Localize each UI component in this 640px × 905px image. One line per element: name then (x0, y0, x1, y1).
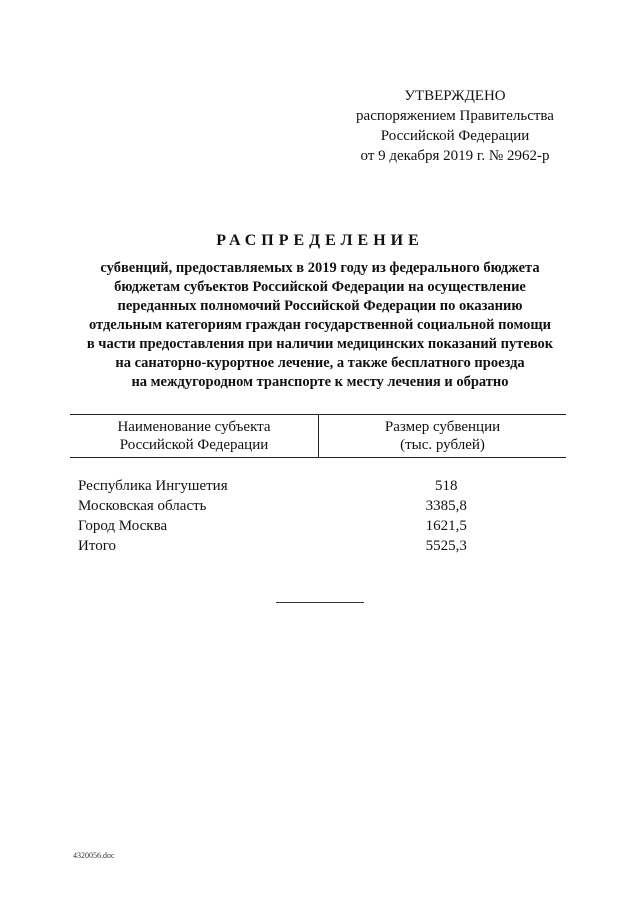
table-header-row (70, 415, 566, 458)
approval-block (330, 86, 580, 166)
document-title: РАСПРЕДЕЛЕНИЕ (216, 232, 424, 249)
header-subvention-amount: Размер субвенции (тыс. рублей) (319, 415, 567, 458)
row-total-label: Итого (78, 538, 116, 554)
row-amount: 1621,5 (425, 518, 467, 534)
row-amount: 518 (435, 478, 458, 494)
document-subtitle (60, 259, 580, 392)
distribution-table (70, 414, 566, 556)
row-total-amount: 5525,3 (425, 538, 467, 554)
row-subject-name: Город Москва (78, 518, 168, 534)
table-row-total (70, 536, 566, 556)
subtitle-line: субвенций, предоставляемых в 2019 году из федерального бюджета (100, 260, 540, 276)
subtitle-line: в части предоставления при наличии медицинских показаний путевок (86, 336, 554, 352)
header-subject-name: Наименование субъекта Российской Федерации (70, 415, 319, 458)
approval-line: распоряжением Правительства (356, 108, 554, 124)
table-spacer (70, 458, 566, 477)
subtitle-line: на междугородном транспорте к месту лечения и обратно (131, 374, 509, 390)
table-row (70, 516, 566, 536)
subtitle-line: бюджетам субъектов Российской Федерации на осуществление (114, 279, 526, 295)
row-amount: 3385,8 (425, 498, 467, 514)
approval-line: Российской Федерации (380, 128, 530, 144)
end-of-document-divider (276, 602, 364, 603)
subtitle-line: переданных полномочий Российской Федерации по оказанию (117, 298, 523, 314)
subtitle-line: отдельным категориям граждан государственной социальной помощи (88, 317, 551, 333)
approval-date-number: от 9 декабря 2019 г. № 2962-р (360, 148, 550, 164)
approval-heading: УТВЕРЖДЕНО (404, 88, 506, 104)
subtitle-line: на санаторно-курортное лечение, а также бесплатного проезда (115, 355, 525, 371)
table-row (70, 496, 566, 516)
row-subject-name: Московская область (78, 498, 207, 514)
row-subject-name: Республика Ингушетия (78, 478, 228, 494)
table-row (70, 476, 566, 496)
file-name-footer: 4320056.doc (73, 851, 115, 860)
